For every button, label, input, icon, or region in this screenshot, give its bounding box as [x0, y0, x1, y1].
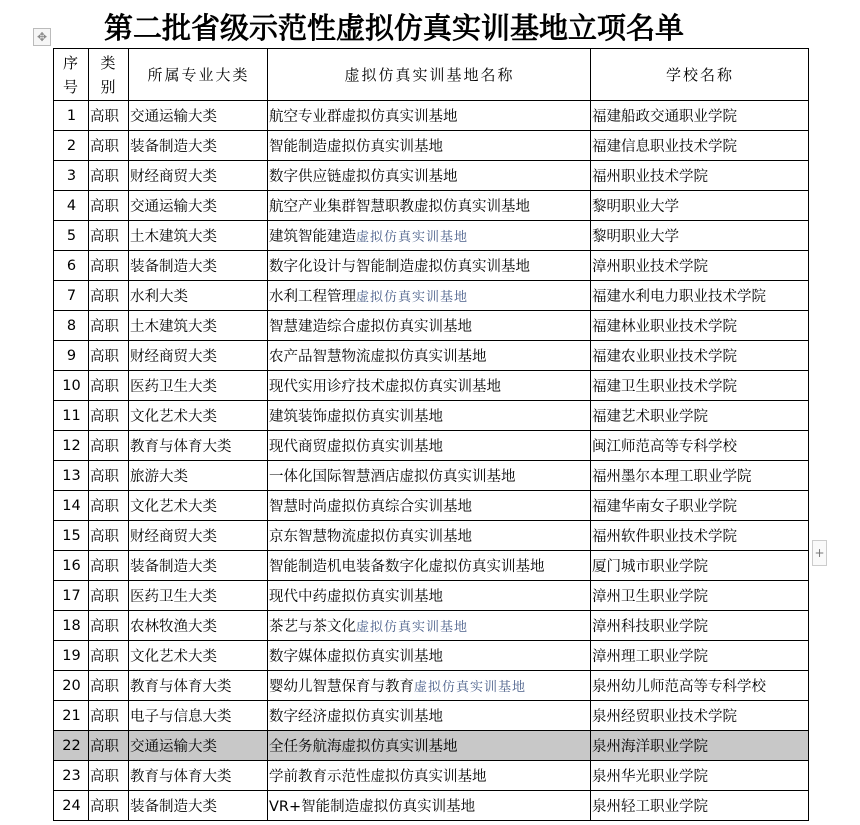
base-name: 学前教育示范性虚拟仿真实训基地 [269, 769, 487, 785]
cell-type: 高职 [89, 581, 129, 611]
base-name: 数字化设计与智能制造虚拟仿真实训基地 [269, 259, 530, 275]
cell-type: 高职 [89, 761, 129, 791]
cell-major: 土木建筑大类 [129, 221, 268, 251]
cell-base [268, 761, 591, 791]
cell-no: 2 [54, 131, 89, 161]
cell-major: 教育与体育大类 [129, 431, 268, 461]
cell-type: 高职 [89, 701, 129, 731]
cell-major: 电子与信息大类 [129, 701, 268, 731]
cell-major: 财经商贸大类 [129, 521, 268, 551]
cell-base [268, 701, 591, 731]
base-name: 全任务航海虚拟仿真实训基地 [269, 739, 458, 755]
table-row [54, 431, 809, 461]
cell-base [268, 371, 591, 401]
cell-school: 泉州华光职业学院 [591, 761, 809, 791]
document-title: 第二批省级示范性虚拟仿真实训基地立项名单 [104, 11, 685, 45]
cell-type: 高职 [89, 251, 129, 281]
cell-school: 漳州职业技术学院 [591, 251, 809, 281]
cell-type: 高职 [89, 101, 129, 131]
table-row [54, 761, 809, 791]
cell-school: 福建林业职业技术学院 [591, 311, 809, 341]
base-name: 现代中药虚拟仿真实训基地 [269, 589, 443, 605]
cell-no: 8 [54, 311, 89, 341]
cell-no: 5 [54, 221, 89, 251]
cell-major: 水利大类 [129, 281, 268, 311]
cell-major: 交通运输大类 [129, 191, 268, 221]
cell-school: 闽江师范高等专科学校 [591, 431, 809, 461]
table-row [54, 341, 809, 371]
cell-type: 高职 [89, 731, 129, 761]
cell-no: 12 [54, 431, 89, 461]
cell-major: 医药卫生大类 [129, 371, 268, 401]
cell-school: 福州墨尔本理工职业学院 [591, 461, 809, 491]
cell-base [268, 161, 591, 191]
base-name: 茶艺与茶文化 [269, 619, 356, 635]
cell-school: 福建水利电力职业技术学院 [591, 281, 809, 311]
base-name: 现代实用诊疗技术虚拟仿真实训基地 [269, 379, 501, 395]
cell-major: 文化艺术大类 [129, 401, 268, 431]
cell-base [268, 461, 591, 491]
base-name: 航空产业集群智慧职教虚拟仿真实训基地 [269, 199, 530, 215]
cell-base [268, 101, 591, 131]
table-row [54, 311, 809, 341]
table-row [54, 161, 809, 191]
cell-base [268, 311, 591, 341]
cell-no: 20 [54, 671, 89, 701]
cell-major: 农林牧渔大类 [129, 611, 268, 641]
base-name: 智慧建造综合虚拟仿真实训基地 [269, 319, 472, 335]
cell-no: 22 [54, 731, 89, 761]
base-name: 数字媒体虚拟仿真实训基地 [269, 649, 443, 665]
base-name: 数字经济虚拟仿真实训基地 [269, 709, 443, 725]
header-major: 所属专业大类 [129, 49, 268, 101]
table-row [54, 281, 809, 311]
cell-major: 交通运输大类 [129, 731, 268, 761]
table-row [54, 791, 809, 821]
base-name-suffix: 虚拟仿真实训基地 [356, 290, 469, 305]
cell-type: 高职 [89, 641, 129, 671]
base-name: 农产品智慧物流虚拟仿真实训基地 [269, 349, 487, 365]
cell-no: 16 [54, 551, 89, 581]
cell-type: 高职 [89, 221, 129, 251]
table-row [54, 671, 809, 701]
cell-no: 6 [54, 251, 89, 281]
header-no [54, 49, 89, 101]
cell-major: 装备制造大类 [129, 131, 268, 161]
cell-no: 3 [54, 161, 89, 191]
cell-no: 14 [54, 491, 89, 521]
table-row [54, 701, 809, 731]
project-list-table [53, 48, 809, 821]
cell-base [268, 791, 591, 821]
cell-school: 福建卫生职业技术学院 [591, 371, 809, 401]
cell-no: 9 [54, 341, 89, 371]
table-row [54, 371, 809, 401]
table-row [54, 461, 809, 491]
cell-base [268, 191, 591, 221]
base-name: 数字供应链虚拟仿真实训基地 [269, 169, 458, 185]
header-type-line1: 类 [100, 53, 118, 72]
cell-major: 财经商贸大类 [129, 161, 268, 191]
cell-school: 福建信息职业技术学院 [591, 131, 809, 161]
cell-major: 教育与体育大类 [129, 761, 268, 791]
cell-type: 高职 [89, 401, 129, 431]
cell-no: 13 [54, 461, 89, 491]
cell-school: 漳州科技职业学院 [591, 611, 809, 641]
cell-major: 装备制造大类 [129, 791, 268, 821]
cell-base [268, 431, 591, 461]
cell-no: 18 [54, 611, 89, 641]
cell-school: 福建船政交通职业学院 [591, 101, 809, 131]
cell-base [268, 521, 591, 551]
base-name: 水利工程管理 [269, 289, 356, 305]
table-row [54, 641, 809, 671]
cell-no: 24 [54, 791, 89, 821]
cell-type: 高职 [89, 131, 129, 161]
cell-base [268, 221, 591, 251]
base-name-suffix: 虚拟仿真实训基地 [414, 680, 527, 695]
cell-type: 高职 [89, 791, 129, 821]
cell-no: 10 [54, 371, 89, 401]
cell-type: 高职 [89, 371, 129, 401]
cell-school: 黎明职业大学 [591, 221, 809, 251]
table-row [54, 191, 809, 221]
cell-no: 21 [54, 701, 89, 731]
header-school: 学校名称 [591, 49, 809, 101]
cell-major: 装备制造大类 [129, 551, 268, 581]
cell-type: 高职 [89, 431, 129, 461]
table-row [54, 551, 809, 581]
table-row [54, 611, 809, 641]
cell-no: 1 [54, 101, 89, 131]
cell-type: 高职 [89, 281, 129, 311]
cell-base [268, 731, 591, 761]
table-row [54, 131, 809, 161]
cell-school: 漳州理工职业学院 [591, 641, 809, 671]
table-row [54, 491, 809, 521]
cell-school: 泉州幼儿师范高等专科学校 [591, 671, 809, 701]
cell-type: 高职 [89, 191, 129, 221]
cell-no: 17 [54, 581, 89, 611]
cell-type: 高职 [89, 521, 129, 551]
table-move-handle-icon[interactable]: ✥ [33, 28, 51, 46]
cell-no: 4 [54, 191, 89, 221]
cell-major: 文化艺术大类 [129, 641, 268, 671]
base-name: 建筑智能建造 [269, 229, 356, 245]
header-base: 虚拟仿真实训基地名称 [268, 49, 591, 101]
cell-major: 文化艺术大类 [129, 491, 268, 521]
cell-major: 医药卫生大类 [129, 581, 268, 611]
table-header-row [54, 49, 809, 101]
base-name: VR+智能制造虚拟仿真实训基地 [269, 799, 476, 815]
base-name: 智能制造虚拟仿真实训基地 [269, 139, 443, 155]
cell-type: 高职 [89, 161, 129, 191]
cell-school: 福建艺术职业学院 [591, 401, 809, 431]
cell-school: 福州软件职业技术学院 [591, 521, 809, 551]
cell-type: 高职 [89, 311, 129, 341]
cell-base [268, 581, 591, 611]
base-name-suffix: 虚拟仿真实训基地 [356, 620, 469, 635]
cell-base [268, 251, 591, 281]
cell-major: 装备制造大类 [129, 251, 268, 281]
cell-major: 交通运输大类 [129, 101, 268, 131]
cell-school: 福建农业职业技术学院 [591, 341, 809, 371]
cell-no: 7 [54, 281, 89, 311]
cell-base [268, 641, 591, 671]
cell-major: 旅游大类 [129, 461, 268, 491]
base-name: 京东智慧物流虚拟仿真实训基地 [269, 529, 472, 545]
cell-no: 19 [54, 641, 89, 671]
cell-base [268, 401, 591, 431]
cell-base [268, 491, 591, 521]
header-type-line2: 别 [100, 77, 118, 96]
cell-school: 漳州卫生职业学院 [591, 581, 809, 611]
cell-no: 15 [54, 521, 89, 551]
cell-base [268, 551, 591, 581]
cell-base [268, 281, 591, 311]
cell-type: 高职 [89, 461, 129, 491]
cell-type: 高职 [89, 671, 129, 701]
table-row [54, 251, 809, 281]
cell-type: 高职 [89, 611, 129, 641]
cell-school: 福州职业技术学院 [591, 161, 809, 191]
base-name: 智能制造机电装备数字化虚拟仿真实训基地 [269, 559, 545, 575]
header-type [89, 49, 129, 101]
base-name: 现代商贸虚拟仿真实训基地 [269, 439, 443, 455]
table-row [54, 101, 809, 131]
cell-major: 土木建筑大类 [129, 311, 268, 341]
base-name: 一体化国际智慧酒店虚拟仿真实训基地 [269, 469, 516, 485]
cell-base [268, 611, 591, 641]
table-row [54, 581, 809, 611]
cell-school: 福建华南女子职业学院 [591, 491, 809, 521]
base-name-suffix: 虚拟仿真实训基地 [356, 230, 469, 245]
cell-major: 财经商贸大类 [129, 341, 268, 371]
base-name: 婴幼儿智慧保育与教育 [269, 679, 414, 695]
cell-type: 高职 [89, 551, 129, 581]
table-row [54, 221, 809, 251]
cell-school: 泉州经贸职业技术学院 [591, 701, 809, 731]
add-row-icon[interactable]: + [812, 540, 827, 566]
header-no-line1: 序 [62, 53, 80, 72]
cell-school: 泉州轻工职业学院 [591, 791, 809, 821]
base-name: 建筑装饰虚拟仿真实训基地 [269, 409, 443, 425]
base-name: 航空专业群虚拟仿真实训基地 [269, 109, 458, 125]
cell-type: 高职 [89, 341, 129, 371]
cell-base [268, 341, 591, 371]
cell-major: 教育与体育大类 [129, 671, 268, 701]
base-name: 智慧时尚虚拟仿真综合实训基地 [269, 499, 472, 515]
table-row [54, 401, 809, 431]
cell-school: 泉州海洋职业学院 [591, 731, 809, 761]
table-row [54, 731, 809, 761]
cell-school: 黎明职业大学 [591, 191, 809, 221]
table-row [54, 521, 809, 551]
cell-no: 23 [54, 761, 89, 791]
header-no-line2: 号 [62, 77, 80, 96]
cell-type: 高职 [89, 491, 129, 521]
cell-base [268, 671, 591, 701]
cell-school: 厦门城市职业学院 [591, 551, 809, 581]
cell-no: 11 [54, 401, 89, 431]
cell-base [268, 131, 591, 161]
